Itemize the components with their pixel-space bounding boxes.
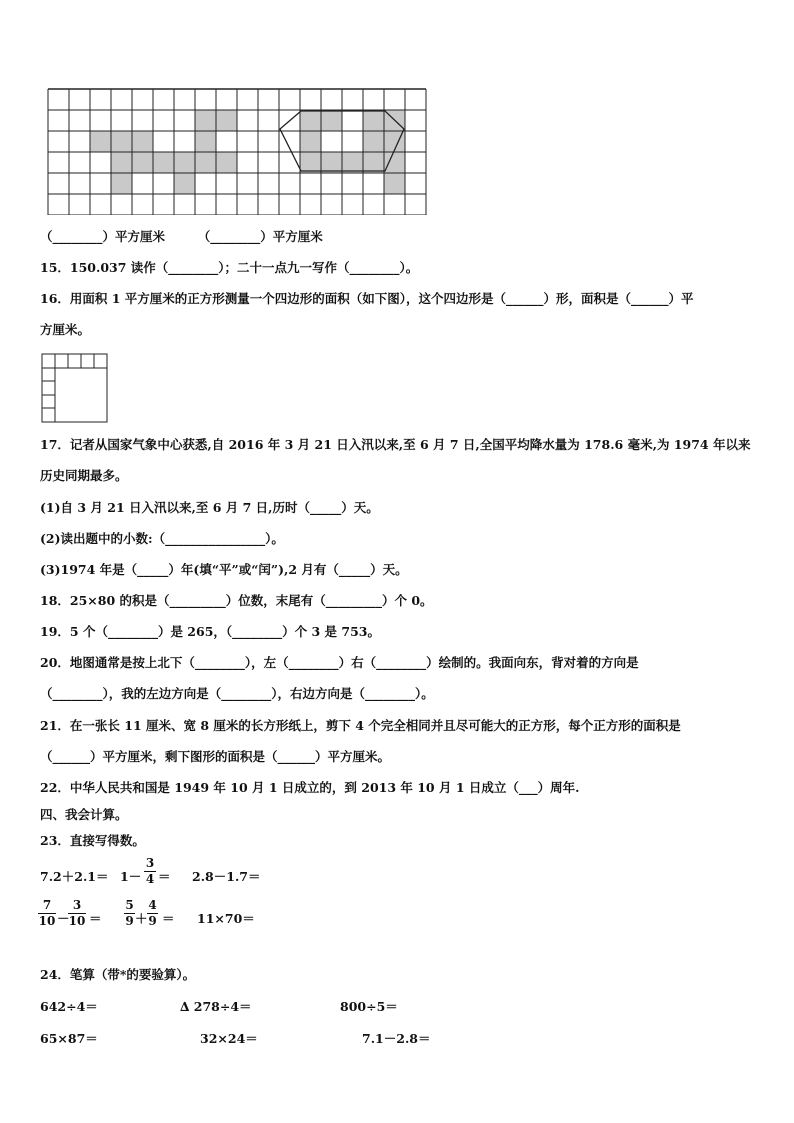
question-17-line1: 17．记者从国家气象中心获悉,自 2016 年 3 月 21 日入汛以来,至 6 月 7 日,全国平均降水量为 178.6 毫米,为 1974 年以来 [40,437,751,452]
q23-expr-4-operator: － [57,911,70,926]
question-15: 15．150.037 读作（________）；二十一点九一写作（________）。 [40,260,419,275]
fraction-denominator: 9 [148,914,157,928]
question-20-line1: 20．地图通常是按上北下（________），左（________）右（________）绘制的。我面向东，背对着的方向是 [40,655,639,670]
q23-expr-2-fraction [144,857,156,886]
q24-expr-4: 65×87＝ [40,1031,98,1046]
question-19: 19．5 个（________）是 265，（________）个 3 是 753。 [40,624,380,639]
shaded-cell [111,131,132,152]
q23-expr-2-equals: ＝ [158,869,171,884]
q23-expr-5-equals: ＝ [162,911,175,926]
question-17-line2: 历史同期最多。 [40,468,128,483]
q24-expr-1: 642÷4＝ [40,999,98,1014]
shaded-cell [363,110,384,131]
question-16-line2: 方厘米。 [40,322,91,337]
q23-expr-6: 11×70＝ [197,911,255,926]
shaded-cell [321,110,342,131]
q23-expr-3: 2.8－1.7＝ [192,869,261,884]
q24-expr-5: 32×24＝ [200,1031,258,1046]
fraction-denominator: 10 [38,914,56,928]
shaded-cell [216,152,237,173]
question-22: 22．中华人民共和国是 1949 年 10 月 1 日成立的，到 2013 年 10 月 1 日成立（___）周年. [40,780,580,795]
shaded-cell [384,152,405,173]
shaded-cell [300,131,321,152]
fraction-denominator: 4 [145,872,155,886]
fraction-denominator: 10 [68,914,86,928]
question-17-sub2: (2)读出题中的小数:（________________）。 [40,531,284,546]
shaded-cell [363,131,384,152]
section-4-heading: 四、我会计算。 [40,807,128,822]
question-21-line2: （______）平方厘米，剩下图形的面积是（______）平方厘米。 [40,749,391,764]
question-17-sub3: (3)1974 年是（_____）年(填“平”或“闰”),2 月有（_____）天。 [40,562,408,577]
shaded-cell [342,152,363,173]
shaded-cell [363,152,384,173]
q24-expr-6: 7.1－2.8＝ [362,1031,431,1046]
shaded-cell [90,131,111,152]
fraction-numerator: 3 [72,898,82,912]
shaded-cell [384,173,405,194]
question-18: 18．25×80 的积是（_________）位数，末尾有（_________）个 0。 [40,593,433,608]
shaded-cell [153,152,174,173]
question-21-line1: 21．在一张长 11 厘米、宽 8 厘米的长方形纸上，剪下 4 个完全相同并且尽可能大的正方形，每个正方形的面积是 [40,718,681,733]
grid-captions [40,229,323,245]
shaded-cell [174,152,195,173]
shaded-cell [321,152,342,173]
q24-expr-3: 800÷5＝ [340,999,398,1014]
q23-expr-4-equals: ＝ [89,911,102,926]
question-17-sub1: (1)自 3 月 21 日入汛以来,至 6 月 7 日,历时（_____）天。 [40,500,379,515]
q23-expr-4-fraction-b [68,899,86,928]
question-20-line2: （________），我的左边方向是（________），右边方向是（________）。 [40,686,434,701]
unit-square-quadrilateral-figure [41,353,111,425]
q24-expr-2: ∆ 278÷4＝ [180,999,252,1014]
shaded-cell [132,152,153,173]
fraction-numerator: 7 [42,898,52,912]
question-16-line1: 16．用面积 1 平方厘米的正方形测量一个四边形的面积（如下图），这个四边形是（______）形，面积是（______）平 [40,291,694,306]
q23-expr-1: 7.2＋2.1＝ [40,869,109,884]
shaded-cell [300,110,321,131]
question-23-title: 23．直接写得数。 [40,833,145,848]
shaded-cell [132,131,153,152]
shaded-cell [195,152,216,173]
shaded-cell [300,152,321,173]
grid-caption-right: （________）平方厘米 [197,229,323,244]
fraction-numerator: 5 [125,898,134,912]
q23-expr-5-fraction-a [124,899,135,928]
grid-caption-left: （________）平方厘米 [40,229,166,244]
shaded-cell [174,173,195,194]
question-24-title: 24．笔算（带*的要验算）。 [40,967,196,982]
fraction-numerator: 3 [145,856,155,870]
q23-expr-5-operator: ＋ [135,911,148,926]
grid-lines [48,89,426,215]
fraction-denominator: 9 [125,914,134,928]
q23-expr-2-prefix: 1－ [120,869,142,884]
area-grid-figure [47,87,429,215]
shaded-cell [195,131,216,152]
shaded-cell [216,110,237,131]
q23-expr-4-fraction-a [38,899,56,928]
q23-expr-5-fraction-b [147,899,158,928]
shaded-cell [195,110,216,131]
fraction-numerator: 4 [148,898,157,912]
shaded-cell [111,152,132,173]
shaded-cell [111,173,132,194]
